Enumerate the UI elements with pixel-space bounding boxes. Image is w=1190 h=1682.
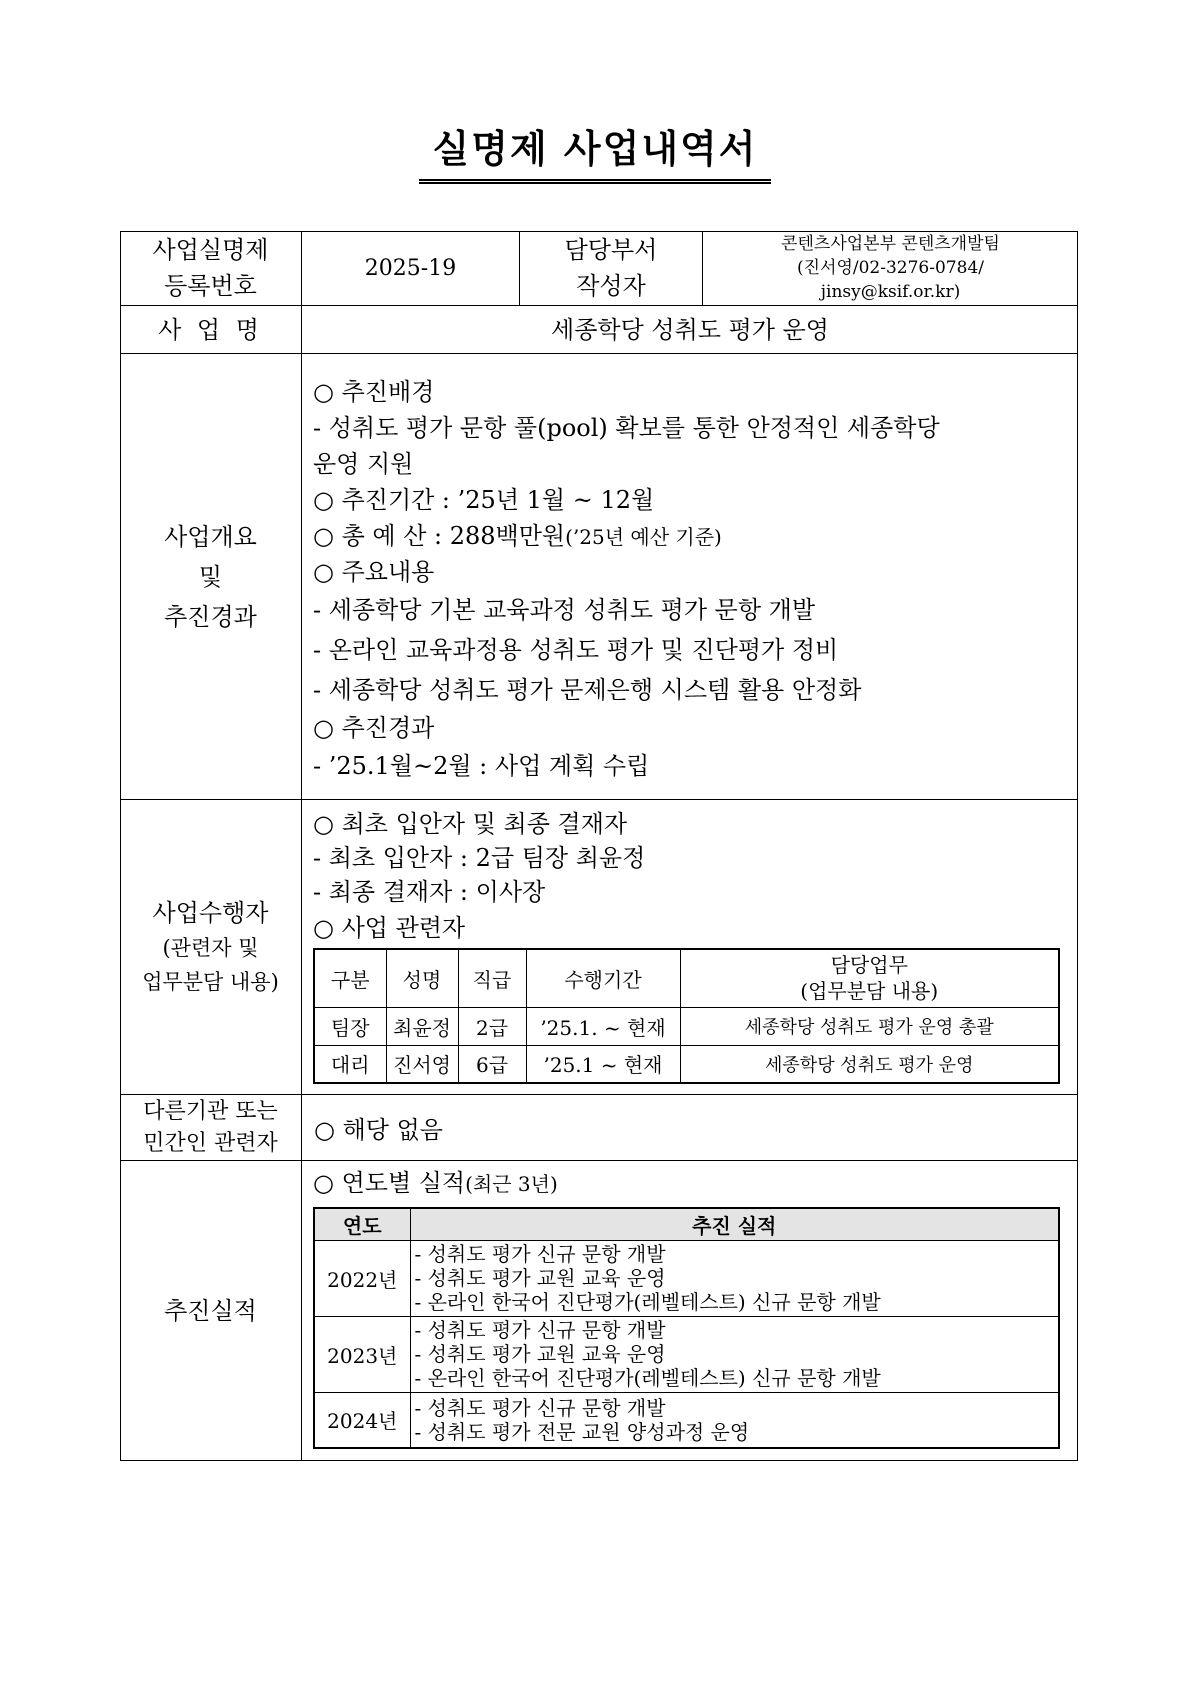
dept-value-line3: jinsy@ksif.or.kr)	[820, 282, 961, 302]
overview-label-line3: 추진경과	[164, 602, 257, 631]
achievements-items	[410, 1316, 1059, 1392]
staff-header-grade: 직급	[458, 949, 526, 1007]
reg-number-cell	[301, 231, 519, 305]
document-title: 실명제 사업내역서	[419, 118, 772, 184]
staff-cell-duty: 세종학당 성취도 평가 운영	[680, 1045, 1059, 1083]
overview-label-cell	[120, 354, 301, 799]
overview-row	[120, 353, 1078, 799]
achievements-header-year: 연도	[314, 1208, 410, 1240]
project-label-cell	[120, 306, 301, 353]
overview-line-period: ○ 추진기간 : ’25년 1월 ~ 12월	[313, 486, 655, 514]
overview-budget-note: (’25년 예산 기준)	[565, 525, 722, 549]
dept-value-line2: (진서영/02-3276-0784/	[796, 258, 984, 278]
staff-cell-duty: 세종학당 성취도 평가 운영 총괄	[680, 1007, 1059, 1045]
achievements-label-cell	[120, 1161, 301, 1461]
achievements-item: - 성취도 평가 신규 문항 개발	[414, 1242, 666, 1266]
achievements-item: - 온라인 한국어 진단평가(레벨테스트) 신규 문항 개발	[414, 1290, 881, 1314]
achievements-row-item	[314, 1316, 1059, 1392]
achievements-items	[410, 1392, 1059, 1448]
overview-line-background: ○ 추진배경	[313, 378, 435, 406]
performer-line-2: - 최초 입안자 : 2급 팀장 최윤정	[313, 844, 646, 872]
overview-line-progress-1: - ’25.1월~2월 : 사업 계획 수립	[313, 752, 650, 780]
overview-line-main-1: - 세종학당 기본 교육과정 성취도 평가 문항 개발	[313, 596, 816, 624]
staff-cell-name: 진서영	[386, 1045, 458, 1083]
staff-cell-period: ’25.1. ~ 현재	[526, 1007, 680, 1045]
reg-label-line1: 사업실명제	[152, 236, 269, 264]
overview-content	[313, 354, 1066, 800]
achievements-row-item	[314, 1392, 1059, 1448]
overview-line-main-3: - 세종학당 성취도 평가 문제은행 시스템 활용 안정화	[313, 676, 862, 704]
performer-label-line3: 업무분담 내용)	[142, 970, 279, 994]
achievements-row	[120, 1160, 1078, 1461]
achievements-intro-wrap	[313, 1163, 558, 1198]
achievements-intro: ○ 연도별 실적	[313, 1169, 466, 1197]
staff-row	[314, 1007, 1059, 1045]
achievements-item: - 온라인 한국어 진단평가(레벨테스트) 신규 문항 개발	[414, 1366, 881, 1390]
overview-line-background-detail-cont: 운영 지원	[313, 450, 414, 478]
staff-header-period: 수행기간	[526, 949, 680, 1007]
reg-label-cell	[120, 231, 301, 305]
performer-line-1: ○ 최초 입안자 및 최종 결재자	[313, 810, 628, 838]
others-label-cell	[120, 1095, 301, 1160]
achievements-year: 2022년	[314, 1240, 410, 1316]
achievements-row-item	[314, 1240, 1059, 1316]
overview-label-line1: 사업개요	[164, 522, 257, 551]
staff-header-duty-line1: 담당업무	[830, 953, 908, 978]
staff-header-duty	[680, 949, 1059, 1007]
performer-line-3: - 최종 결재자 : 이사장	[313, 878, 546, 906]
dept-label-cell	[519, 231, 702, 305]
performer-label-line1: 사업수행자	[152, 899, 269, 927]
achievements-item: - 성취도 평가 전문 교원 양성과정 운영	[414, 1419, 750, 1444]
achievements-table	[313, 1207, 1060, 1449]
staff-cell-period: ’25.1 ~ 현재	[526, 1045, 680, 1083]
overview-line-budget-wrap	[313, 516, 722, 551]
staff-header-name: 성명	[386, 949, 458, 1007]
dept-value-cell	[702, 231, 1078, 305]
reg-label-line2: 등록번호	[164, 272, 257, 300]
achievements-year: 2024년	[314, 1392, 410, 1448]
achievements-year: 2023년	[314, 1316, 410, 1392]
others-value: ○ 해당 없음	[314, 1116, 443, 1144]
staff-header-row	[314, 949, 1059, 1007]
achievements-item: - 성취도 평가 교원 교육 운영	[414, 1266, 666, 1290]
achievements-header-row	[314, 1208, 1059, 1240]
overview-line-main-2: - 온라인 교육과정용 성취도 평가 및 진단평가 정비	[313, 636, 839, 664]
staff-header-category: 구분	[314, 949, 386, 1007]
others-label-line2: 민간인 관련자	[143, 1130, 278, 1156]
achievements-item: - 성취도 평가 신규 문항 개발	[414, 1395, 666, 1420]
dept-label-line1: 담당부서	[564, 236, 658, 264]
project-row	[120, 305, 1078, 353]
others-value-cell	[301, 1095, 1078, 1160]
project-label: 사 업 명	[158, 315, 263, 344]
staff-cell-name: 최윤정	[386, 1007, 458, 1045]
overview-line-progress: ○ 추진경과	[313, 714, 435, 742]
achievements-items	[410, 1240, 1059, 1316]
others-row	[120, 1094, 1078, 1160]
staff-header-duty-line2: (업무분담 내용)	[800, 979, 939, 1004]
staff-table	[313, 948, 1060, 1084]
others-label-line1: 다른기관 또는	[143, 1098, 278, 1124]
dept-value-line1: 콘텐츠사업본부 콘텐츠개발팀	[781, 234, 1000, 254]
dept-label-line2: 작성자	[576, 272, 646, 300]
overview-line-background-detail: - 성취도 평가 문항 풀(pool) 확보를 통한 안정적인 세종학당	[313, 414, 940, 442]
header-row	[120, 231, 1078, 305]
form-table	[120, 231, 1078, 1461]
overview-label-line2: 및	[198, 562, 223, 591]
achievements-item: - 성취도 평가 신규 문항 개발	[414, 1318, 666, 1342]
achievements-label: 추진실적	[164, 1297, 257, 1325]
document-title-wrap	[0, 118, 1190, 184]
performer-label-line2: (관련자 및	[162, 936, 259, 960]
staff-cell-grade: 2급	[458, 1007, 526, 1045]
project-name: 세종학당 성취도 평가 운영	[551, 315, 829, 344]
performer-label-cell	[120, 800, 301, 1094]
staff-cell-grade: 6급	[458, 1045, 526, 1083]
performer-line-4: ○ 사업 관련자	[313, 914, 466, 942]
staff-row	[314, 1045, 1059, 1083]
staff-cell-category: 팀장	[314, 1007, 386, 1045]
achievements-intro-note: (최근 3년)	[465, 1172, 558, 1196]
performer-row	[120, 799, 1078, 1094]
staff-cell-category: 대리	[314, 1045, 386, 1083]
overview-line-main: ○ 주요내용	[313, 558, 435, 586]
overview-line-budget: ○ 총 예 산 : 288백만원	[313, 522, 566, 550]
achievements-item: - 성취도 평가 교원 교육 운영	[414, 1342, 666, 1366]
achievements-header-result: 추진 실적	[410, 1208, 1059, 1240]
project-name-cell	[301, 306, 1078, 353]
reg-number: 2025-19	[364, 255, 457, 281]
